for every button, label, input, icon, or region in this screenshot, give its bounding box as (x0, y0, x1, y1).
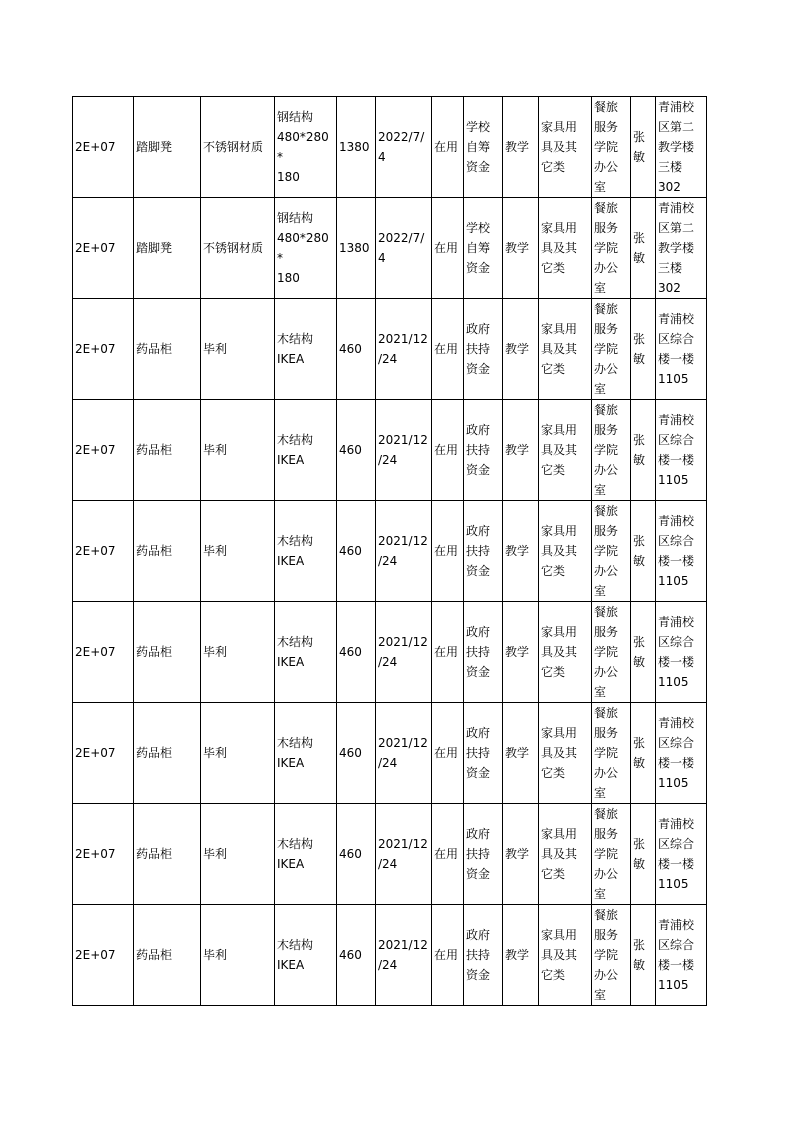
brand-cell-text: 毕利 (203, 746, 228, 760)
brand-cell-text: 毕利 (203, 342, 228, 356)
asset-code-cell (73, 905, 134, 1006)
spec-cell (275, 198, 337, 299)
asset-name-cell-text: 药品柜 (136, 443, 173, 457)
asset-name-cell (134, 804, 201, 905)
category-cell (539, 198, 592, 299)
price-cell (337, 905, 376, 1006)
location-cell-text: 青浦校 区综合 楼一楼 1105 (658, 413, 695, 487)
asset-name-cell (134, 97, 201, 198)
department-cell-text: 餐旅 服务 学院 办公 室 (594, 706, 619, 800)
date-cell (376, 501, 432, 602)
brand-cell-text: 毕利 (203, 645, 228, 659)
usage-cell (503, 703, 539, 804)
price-cell-text: 460 (339, 342, 362, 356)
funding-cell-text: 政府 扶持 资金 (466, 524, 491, 578)
spec-cell (275, 501, 337, 602)
location-cell (656, 400, 707, 501)
price-cell (337, 602, 376, 703)
category-cell-text: 家具用 具及其 它类 (541, 928, 578, 982)
custodian-cell (631, 602, 656, 703)
price-cell (337, 198, 376, 299)
department-cell (592, 400, 631, 501)
date-cell-text: 2022/7/ 4 (378, 231, 425, 265)
asset-table (72, 96, 707, 1006)
price-cell (337, 804, 376, 905)
asset-code-cell (73, 400, 134, 501)
location-cell (656, 905, 707, 1006)
asset-name-cell (134, 299, 201, 400)
department-cell-text: 餐旅 服务 学院 办公 室 (594, 403, 619, 497)
custodian-cell-text: 张 敏 (633, 231, 646, 265)
table-body (73, 97, 707, 1006)
table-row (73, 97, 707, 198)
brand-cell-text: 不锈钢材质 (203, 140, 264, 154)
asset-code-cell (73, 703, 134, 804)
price-cell (337, 501, 376, 602)
department-cell (592, 602, 631, 703)
location-cell-text: 青浦校 区综合 楼一楼 1105 (658, 615, 695, 689)
location-cell-text: 青浦校 区综合 楼一楼 1105 (658, 514, 695, 588)
date-cell (376, 703, 432, 804)
funding-cell-text: 政府 扶持 资金 (466, 827, 491, 881)
location-cell-text: 青浦校 区第二 教学楼 三楼 302 (658, 201, 695, 295)
category-cell (539, 400, 592, 501)
date-cell-text: 2021/12 /24 (378, 332, 428, 366)
brand-cell (201, 501, 275, 602)
price-cell-text: 1380 (339, 140, 370, 154)
spec-cell (275, 400, 337, 501)
price-cell-text: 460 (339, 544, 362, 558)
location-cell-text: 青浦校 区第二 教学楼 三楼 302 (658, 100, 695, 194)
custodian-cell (631, 804, 656, 905)
department-cell-text: 餐旅 服务 学院 办公 室 (594, 504, 619, 598)
usage-cell (503, 804, 539, 905)
status-cell (432, 804, 464, 905)
custodian-cell (631, 703, 656, 804)
status-cell (432, 501, 464, 602)
asset-code-cell-text: 2E+07 (75, 544, 116, 558)
price-cell-text: 460 (339, 645, 362, 659)
status-cell (432, 602, 464, 703)
asset-code-cell-text: 2E+07 (75, 948, 116, 962)
location-cell-text: 青浦校 区综合 楼一楼 1105 (658, 817, 695, 891)
usage-cell (503, 198, 539, 299)
date-cell-text: 2021/12 /24 (378, 837, 428, 871)
asset-code-cell-text: 2E+07 (75, 140, 116, 154)
category-cell-text: 家具用 具及其 它类 (541, 322, 578, 376)
table-row (73, 501, 707, 602)
asset-name-cell (134, 198, 201, 299)
asset-name-cell (134, 501, 201, 602)
category-cell-text: 家具用 具及其 它类 (541, 625, 578, 679)
funding-cell-text: 学校 自筹 资金 (466, 221, 491, 275)
asset-name-cell-text: 药品柜 (136, 746, 173, 760)
brand-cell (201, 804, 275, 905)
funding-cell-text: 政府 扶持 资金 (466, 322, 491, 376)
category-cell (539, 501, 592, 602)
status-cell-text: 在用 (434, 140, 459, 154)
custodian-cell-text: 张 敏 (633, 433, 646, 467)
asset-name-cell-text: 药品柜 (136, 847, 173, 861)
usage-cell (503, 400, 539, 501)
date-cell-text: 2021/12 /24 (378, 433, 428, 467)
asset-code-cell (73, 299, 134, 400)
funding-cell (464, 703, 503, 804)
asset-code-cell-text: 2E+07 (75, 847, 116, 861)
spec-cell-text: 木结构 IKEA (277, 736, 314, 770)
asset-code-cell-text: 2E+07 (75, 746, 116, 760)
location-cell (656, 602, 707, 703)
asset-name-cell (134, 400, 201, 501)
spec-cell-text: 木结构 IKEA (277, 332, 314, 366)
funding-cell (464, 198, 503, 299)
spec-cell-text: 钢结构 480*280* 180 (277, 110, 329, 184)
status-cell (432, 198, 464, 299)
date-cell-text: 2022/7/ 4 (378, 130, 425, 164)
category-cell-text: 家具用 具及其 它类 (541, 120, 578, 174)
funding-cell-text: 政府 扶持 资金 (466, 423, 491, 477)
asset-name-cell-text: 药品柜 (136, 544, 173, 558)
custodian-cell-text: 张 敏 (633, 534, 646, 568)
usage-cell-text: 教学 (505, 645, 530, 659)
spec-cell-text: 钢结构 480*280* 180 (277, 211, 329, 285)
date-cell (376, 905, 432, 1006)
status-cell-text: 在用 (434, 241, 459, 255)
custodian-cell-text: 张 敏 (633, 938, 646, 972)
date-cell (376, 804, 432, 905)
price-cell-text: 460 (339, 847, 362, 861)
status-cell (432, 400, 464, 501)
brand-cell (201, 703, 275, 804)
status-cell (432, 97, 464, 198)
spec-cell-text: 木结构 IKEA (277, 837, 314, 871)
custodian-cell-text: 张 敏 (633, 635, 646, 669)
location-cell (656, 501, 707, 602)
brand-cell (201, 905, 275, 1006)
department-cell (592, 198, 631, 299)
status-cell-text: 在用 (434, 443, 459, 457)
spec-cell (275, 703, 337, 804)
asset-code-cell-text: 2E+07 (75, 241, 116, 255)
asset-name-cell (134, 602, 201, 703)
funding-cell (464, 602, 503, 703)
spec-cell-text: 木结构 IKEA (277, 534, 314, 568)
department-cell-text: 餐旅 服务 学院 办公 室 (594, 302, 619, 396)
location-cell (656, 804, 707, 905)
spec-cell-text: 木结构 IKEA (277, 433, 314, 467)
usage-cell-text: 教学 (505, 948, 530, 962)
custodian-cell (631, 905, 656, 1006)
location-cell (656, 97, 707, 198)
asset-name-cell-text: 药品柜 (136, 948, 173, 962)
brand-cell-text: 毕利 (203, 544, 228, 558)
funding-cell-text: 政府 扶持 资金 (466, 726, 491, 780)
status-cell-text: 在用 (434, 645, 459, 659)
category-cell (539, 703, 592, 804)
usage-cell-text: 教学 (505, 342, 530, 356)
funding-cell (464, 804, 503, 905)
usage-cell (503, 602, 539, 703)
custodian-cell-text: 张 敏 (633, 130, 646, 164)
category-cell-text: 家具用 具及其 它类 (541, 827, 578, 881)
usage-cell (503, 97, 539, 198)
status-cell (432, 703, 464, 804)
department-cell (592, 905, 631, 1006)
asset-name-cell (134, 905, 201, 1006)
brand-cell (201, 97, 275, 198)
asset-code-cell (73, 602, 134, 703)
brand-cell (201, 198, 275, 299)
usage-cell-text: 教学 (505, 847, 530, 861)
status-cell-text: 在用 (434, 948, 459, 962)
brand-cell (201, 299, 275, 400)
price-cell (337, 400, 376, 501)
location-cell-text: 青浦校 区综合 楼一楼 1105 (658, 312, 695, 386)
date-cell (376, 602, 432, 703)
usage-cell-text: 教学 (505, 140, 530, 154)
funding-cell (464, 501, 503, 602)
category-cell (539, 97, 592, 198)
usage-cell-text: 教学 (505, 443, 530, 457)
usage-cell (503, 299, 539, 400)
asset-code-cell (73, 804, 134, 905)
department-cell (592, 804, 631, 905)
custodian-cell (631, 97, 656, 198)
date-cell-text: 2021/12 /24 (378, 534, 428, 568)
asset-code-cell (73, 198, 134, 299)
spec-cell (275, 97, 337, 198)
spec-cell (275, 602, 337, 703)
asset-code-cell-text: 2E+07 (75, 443, 116, 457)
brand-cell-text: 不锈钢材质 (203, 241, 264, 255)
funding-cell (464, 905, 503, 1006)
price-cell (337, 97, 376, 198)
table-row (73, 299, 707, 400)
department-cell-text: 餐旅 服务 学院 办公 室 (594, 100, 619, 194)
table-row (73, 602, 707, 703)
date-cell (376, 299, 432, 400)
usage-cell-text: 教学 (505, 544, 530, 558)
department-cell-text: 餐旅 服务 学院 办公 室 (594, 605, 619, 699)
funding-cell-text: 政府 扶持 资金 (466, 928, 491, 982)
custodian-cell (631, 299, 656, 400)
custodian-cell-text: 张 敏 (633, 736, 646, 770)
table-row (73, 198, 707, 299)
price-cell (337, 299, 376, 400)
date-cell-text: 2021/12 /24 (378, 635, 428, 669)
funding-cell (464, 299, 503, 400)
custodian-cell (631, 400, 656, 501)
custodian-cell-text: 张 敏 (633, 837, 646, 871)
category-cell (539, 299, 592, 400)
date-cell (376, 400, 432, 501)
usage-cell-text: 教学 (505, 746, 530, 760)
custodian-cell (631, 501, 656, 602)
brand-cell (201, 602, 275, 703)
table-row (73, 400, 707, 501)
brand-cell-text: 毕利 (203, 443, 228, 457)
funding-cell (464, 400, 503, 501)
location-cell-text: 青浦校 区综合 楼一楼 1105 (658, 716, 695, 790)
date-cell (376, 97, 432, 198)
category-cell-text: 家具用 具及其 它类 (541, 423, 578, 477)
custodian-cell (631, 198, 656, 299)
funding-cell (464, 97, 503, 198)
department-cell (592, 97, 631, 198)
table-row (73, 804, 707, 905)
department-cell (592, 299, 631, 400)
spec-cell (275, 299, 337, 400)
asset-code-cell-text: 2E+07 (75, 645, 116, 659)
asset-name-cell-text: 药品柜 (136, 645, 173, 659)
category-cell (539, 905, 592, 1006)
department-cell-text: 餐旅 服务 学院 办公 室 (594, 908, 619, 1002)
usage-cell-text: 教学 (505, 241, 530, 255)
date-cell (376, 198, 432, 299)
status-cell (432, 299, 464, 400)
asset-name-cell-text: 药品柜 (136, 342, 173, 356)
asset-name-cell (134, 703, 201, 804)
status-cell-text: 在用 (434, 746, 459, 760)
price-cell-text: 460 (339, 443, 362, 457)
category-cell-text: 家具用 具及其 它类 (541, 524, 578, 578)
brand-cell (201, 400, 275, 501)
location-cell (656, 198, 707, 299)
funding-cell-text: 学校 自筹 资金 (466, 120, 491, 174)
usage-cell (503, 501, 539, 602)
category-cell (539, 602, 592, 703)
table-row (73, 905, 707, 1006)
brand-cell-text: 毕利 (203, 847, 228, 861)
location-cell (656, 299, 707, 400)
spec-cell-text: 木结构 IKEA (277, 635, 314, 669)
spec-cell (275, 905, 337, 1006)
price-cell-text: 460 (339, 746, 362, 760)
price-cell-text: 1380 (339, 241, 370, 255)
table-row (73, 703, 707, 804)
asset-name-cell-text: 踏脚凳 (136, 140, 173, 154)
status-cell-text: 在用 (434, 544, 459, 558)
status-cell-text: 在用 (434, 342, 459, 356)
spec-cell-text: 木结构 IKEA (277, 938, 314, 972)
spec-cell (275, 804, 337, 905)
funding-cell-text: 政府 扶持 资金 (466, 625, 491, 679)
department-cell (592, 501, 631, 602)
asset-code-cell-text: 2E+07 (75, 342, 116, 356)
price-cell-text: 460 (339, 948, 362, 962)
category-cell (539, 804, 592, 905)
department-cell-text: 餐旅 服务 学院 办公 室 (594, 807, 619, 901)
asset-code-cell (73, 501, 134, 602)
department-cell-text: 餐旅 服务 学院 办公 室 (594, 201, 619, 295)
usage-cell (503, 905, 539, 1006)
custodian-cell-text: 张 敏 (633, 332, 646, 366)
brand-cell-text: 毕利 (203, 948, 228, 962)
location-cell-text: 青浦校 区综合 楼一楼 1105 (658, 918, 695, 992)
date-cell-text: 2021/12 /24 (378, 736, 428, 770)
asset-code-cell (73, 97, 134, 198)
price-cell (337, 703, 376, 804)
category-cell-text: 家具用 具及其 它类 (541, 726, 578, 780)
date-cell-text: 2021/12 /24 (378, 938, 428, 972)
status-cell (432, 905, 464, 1006)
category-cell-text: 家具用 具及其 它类 (541, 221, 578, 275)
asset-name-cell-text: 踏脚凳 (136, 241, 173, 255)
location-cell (656, 703, 707, 804)
status-cell-text: 在用 (434, 847, 459, 861)
department-cell (592, 703, 631, 804)
